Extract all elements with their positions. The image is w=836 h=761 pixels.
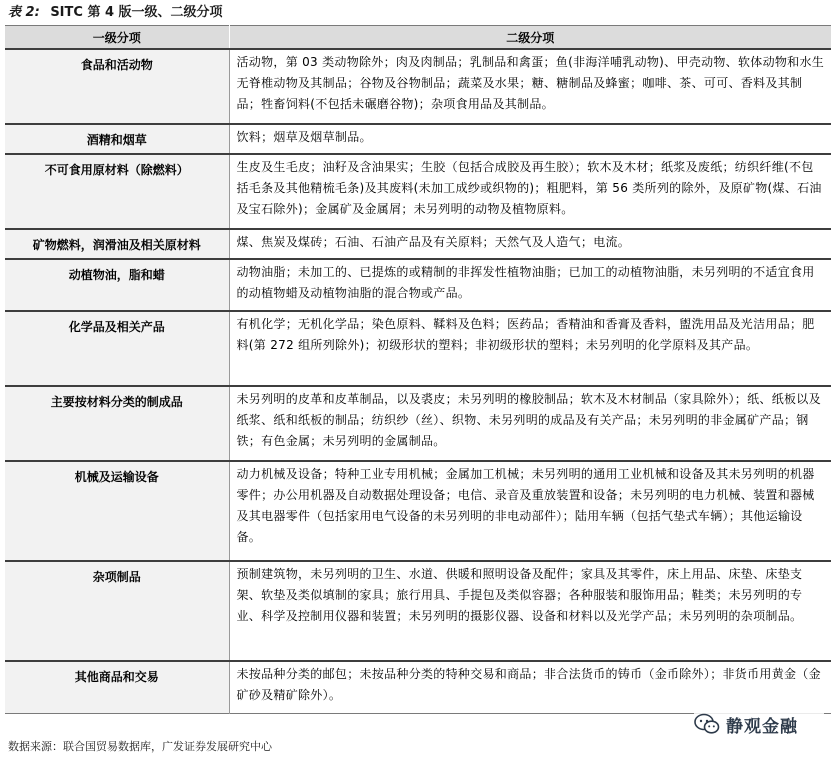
header-level2: 二级分项 [229, 26, 831, 50]
table-row [5, 311, 831, 386]
table-row [5, 124, 831, 154]
level2-cell: 未另列明的皮革和皮革制品，以及裘皮；未另列明的橡胶制品；软木及木材制品（家具除外）；纸、纸板以及纸浆、纸和纸板的制品；纺织纱（丝）、织物、未另列明的成品及有关产品；未另列明的非金属矿产品；钢铁；有色金属；未另列明的金属制品。 [236, 392, 821, 448]
sitc-table [5, 25, 831, 714]
level2-cell: 活动物，第 03 类动物除外；肉及肉制品；乳制品和禽蛋；鱼(非海洋哺乳动物)、甲壳动物、软体动物和水生无脊椎动物及其制品；谷物及谷物制品；蔬菜及水果；糖、糖制品及蜂蜜；咖啡、茶、可可、香料及其制品；牲畜饲料(不包括未碾磨谷物)；杂项食用品及其制品。 [236, 55, 825, 111]
level1-cell: 酒精和烟草 [5, 124, 229, 154]
table-header [5, 26, 831, 50]
level1-cell: 主要按材料分类的制成品 [5, 386, 229, 461]
level2-cell: 动力机械及设备；特种工业专用机械；金属加工机械；未另列明的通用工业机械和设备及其未另列明的机器零件；办公用机器及自动数据处理设备；电信、录音及重放装置和设备；未另列明的电力机械、装置和器械及其电器零件（包括家用电气设备的未另列明的非电动部件）；陆用车辆（包括气垫式车辆）；其他运输设备。 [236, 467, 815, 544]
level1-cell: 矿物燃料，润滑油及相关原材料 [5, 229, 229, 259]
level1-cell: 化学品及相关产品 [5, 311, 229, 386]
level1-cell: 其他商品和交易 [5, 661, 229, 713]
table-row [5, 386, 831, 461]
header-row [5, 26, 831, 50]
table-row [5, 561, 831, 661]
watermark-text: 静观金融 [726, 716, 798, 736]
table-body [5, 49, 831, 713]
wechat-icon [694, 713, 720, 735]
level1-cell: 机械及运输设备 [5, 461, 229, 561]
level1-cell: 食品和活动物 [5, 49, 229, 124]
table-row [5, 229, 831, 259]
table-row [5, 259, 831, 311]
source-note: 数据来源：联合国贸易数据库，广发证券发展研究中心 [8, 740, 272, 753]
watermark [694, 710, 824, 738]
level2-cell: 预制建筑物，未另列明的卫生、水道、供暖和照明设备及配件；家具及其零件，床上用品、床垫、床垫支架、软垫及类似填制的家具；旅行用具、手提包及类似容器；各种服装和服饰用品；鞋类；未另列明的专业、科学及控制用仪器和装置；未另列明的摄影仪器、设备和材料以及光学产品；未另列明的杂项制品。 [236, 567, 803, 623]
table-row [5, 154, 831, 229]
level1-cell: 杂项制品 [5, 561, 229, 661]
table-row [5, 461, 831, 561]
table-row [5, 49, 831, 124]
level2-cell: 有机化学；无机化学品；染色原料、鞣料及色料；医药品；香精油和香膏及香料，盥洗用品及光洁用品；肥料(第 272 组所列除外)；初级形状的塑料；非初级形状的塑料；未另列明的化学原料及其产品。 [236, 317, 815, 352]
level2-cell: 未按品种分类的邮包；未按品种分类的特种交易和商品；非合法货币的铸币（金币除外）；非货币用黄金（金矿砂及精矿除外）。 [236, 667, 821, 702]
level1-cell: 动植物油，脂和蜡 [5, 259, 229, 311]
header-level1: 一级分项 [5, 26, 229, 50]
level2-cell: 饮料；烟草及烟草制品。 [236, 130, 372, 144]
table-caption [8, 2, 223, 24]
level1-cell: 不可食用原材料（除燃料） [5, 154, 229, 229]
caption-title: SITC 第 4 版一级、二级分项 [50, 5, 223, 20]
level2-cell: 煤、焦炭及煤砖；石油、石油产品及有关原料；天然气及人造气；电流。 [236, 235, 631, 249]
caption-label: 表 2: [8, 5, 40, 20]
level2-cell: 生皮及生毛皮；油籽及含油果实；生胶（包括合成胶及再生胶）；软木及木材；纸浆及废纸；纺织纤维(不包括毛条及其他精梳毛条)及其废料(未加工成纱或织物的)；粗肥料，第 56 类所列的除外，及原矿物(煤、石油及宝石除外)；金属矿及金属屑；未另列明的动物及植物原料。 [236, 160, 822, 216]
table-row [5, 661, 831, 713]
level2-cell: 动物油脂；未加工的、已提炼的或精制的非挥发性植物油脂；已加工的动植物油脂，未另列明的不适宜食用的动植物蜡及动植物油脂的混合物或产品。 [236, 265, 815, 300]
